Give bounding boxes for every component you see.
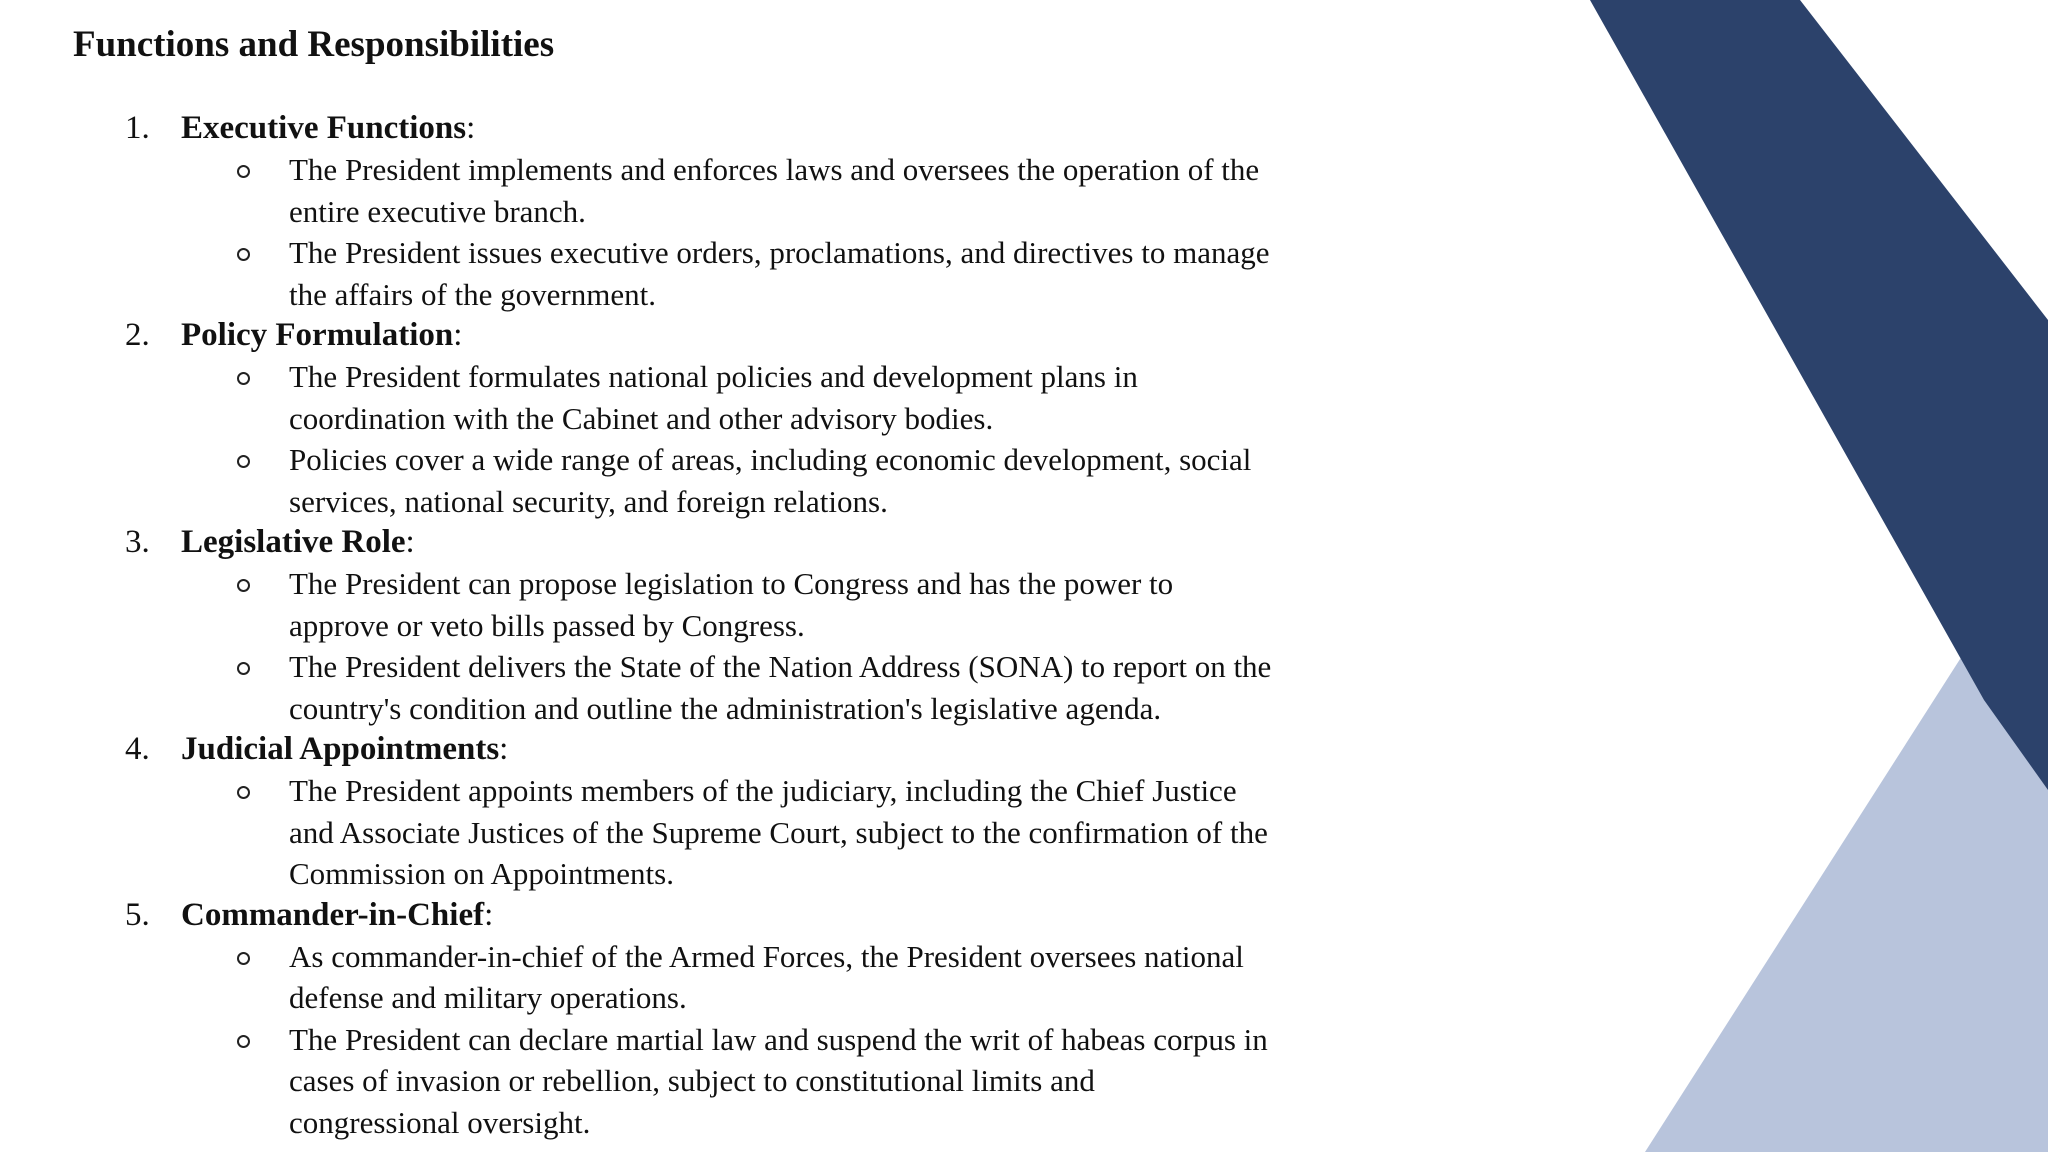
bullet-list (73, 563, 1493, 729)
hollow-circle-bullet-icon (237, 372, 250, 385)
sections-list (73, 108, 1493, 1143)
section-heading (73, 315, 1493, 356)
section-label: Legislative Role (181, 524, 406, 560)
section-item (73, 315, 1493, 522)
hollow-circle-bullet-icon (237, 165, 250, 178)
bullet-text: The President implements and enforces laws and oversees the operation of the entire executive branch. (289, 152, 1260, 229)
bullet-text: The President appoints members of the judiciary, including the Chief Justice and Associate Justices of the Supreme Court, subject to the confirmation of the Commission on Appointments. (289, 773, 1268, 891)
hollow-circle-bullet-icon (237, 1035, 250, 1048)
section-heading (73, 729, 1493, 770)
section-label: Policy Formulation (181, 317, 454, 353)
section-item (73, 895, 1493, 1144)
hollow-circle-bullet-icon (237, 248, 250, 261)
document-body (73, 20, 1493, 1143)
hollow-circle-bullet-icon (237, 455, 250, 468)
bullet-item (73, 1019, 1273, 1144)
dark-chevron-shape (1590, 0, 2048, 790)
section-item (73, 522, 1493, 729)
bullet-item (73, 439, 1273, 522)
hollow-circle-bullet-icon (237, 662, 250, 675)
section-colon: : (499, 731, 509, 767)
bullet-text: The President can propose legislation to Congress and has the power to approve or veto bills passed by Congress. (289, 566, 1174, 643)
section-number: 1. (125, 110, 150, 146)
bullet-text: The President delivers the State of the Nation Address (SONA) to report on the country's condition and outline the administration's legislative agenda. (289, 649, 1272, 726)
section-item (73, 729, 1493, 895)
bullet-item (73, 149, 1273, 232)
bullet-item (73, 563, 1273, 646)
section-label: Commander-in-Chief (181, 896, 485, 933)
bullet-item (73, 770, 1273, 895)
section-heading (73, 108, 1493, 149)
section-item (73, 108, 1493, 315)
bullet-item (73, 356, 1273, 439)
bullet-item (73, 936, 1273, 1019)
section-number: 3. (125, 524, 150, 560)
section-heading (73, 895, 1493, 936)
section-heading (73, 522, 1493, 563)
bullet-text: The President issues executive orders, proclamations, and directives to manage the affairs of the government. (289, 235, 1270, 312)
bullet-item (73, 232, 1273, 315)
bullet-item (73, 646, 1273, 729)
bullet-list (73, 149, 1493, 315)
hollow-circle-bullet-icon (237, 786, 250, 799)
bullet-list (73, 356, 1493, 522)
bullet-text: As commander-in-chief of the Armed Forces, the President oversees national defense and military operations. (289, 938, 1244, 1015)
section-colon: : (466, 110, 476, 146)
section-number: 4. (125, 731, 150, 767)
bullet-list (73, 936, 1493, 1144)
section-number: 5. (125, 896, 150, 933)
section-colon: : (405, 524, 415, 560)
section-colon: : (484, 896, 494, 933)
bullet-text: Policies cover a wide range of areas, including economic development, social services, national security, and foreign relations. (289, 442, 1252, 519)
bullet-text: The President can declare martial law and suspend the writ of habeas corpus in cases of invasion or rebellion, subject to constitutional limits and congressional oversight. (289, 1021, 1268, 1140)
section-colon: : (453, 317, 463, 353)
section-label: Judicial Appointments (181, 731, 500, 767)
document-title: Functions and Responsibilities (73, 24, 555, 65)
hollow-circle-bullet-icon (237, 579, 250, 592)
section-label: Executive Functions (181, 110, 467, 146)
hollow-circle-bullet-icon (237, 952, 250, 965)
section-number: 2. (125, 317, 150, 353)
bullet-list (73, 770, 1493, 895)
bullet-text: The President formulates national policies and development plans in coordination with the Cabinet and other advisory bodies. (289, 359, 1138, 436)
